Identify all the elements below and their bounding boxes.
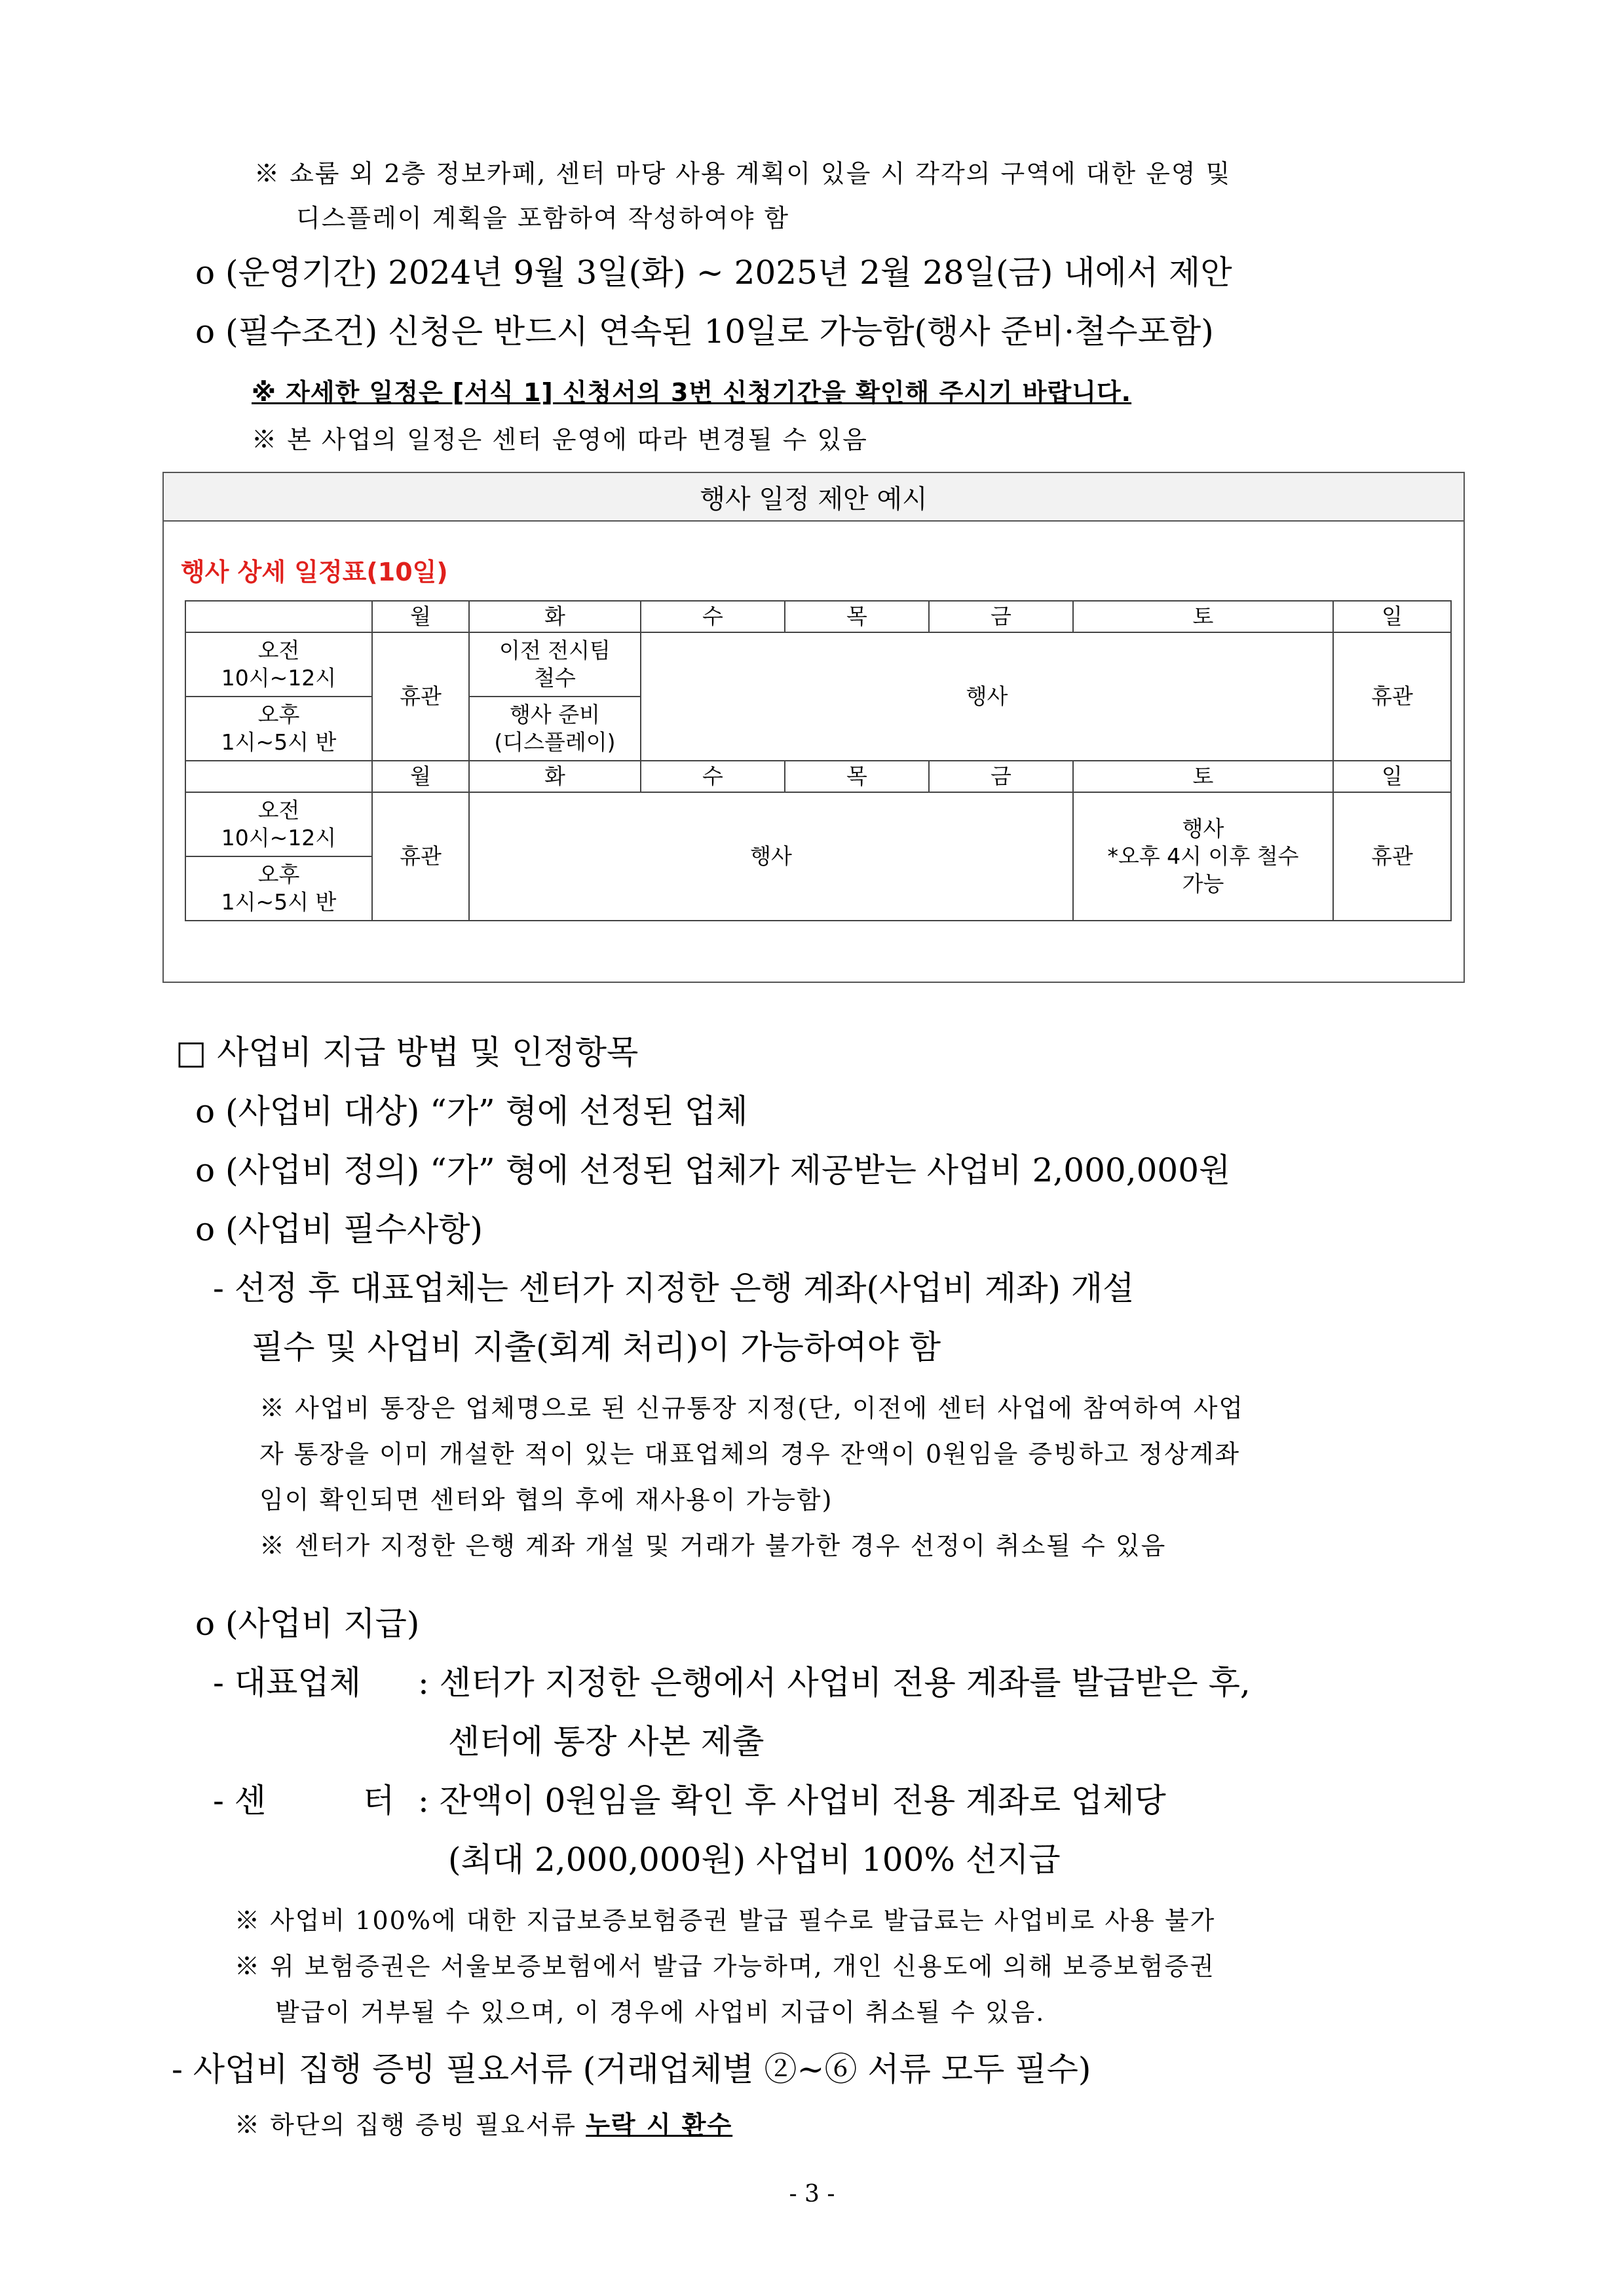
pm-slot: 오후 1시~5시 반 bbox=[185, 697, 372, 761]
day-sun: 일 bbox=[1333, 601, 1451, 632]
note-cancel: ※ 센터가 지정한 은행 계좌 개설 및 거래가 불가한 경우 선정이 취소될 수 있음 bbox=[259, 1531, 1167, 1560]
day-thu: 목 bbox=[785, 601, 929, 632]
docs-required: - 사업비 집행 증빙 필요서류 (거래업체별 ②~⑥ 서류 모두 필수) bbox=[172, 2050, 1091, 2088]
schedule-detail-subtitle: 행사 상세 일정표(10일) bbox=[181, 558, 448, 586]
note-docs-emphasis: 누락 시 환수 bbox=[586, 2111, 733, 2139]
day-tue: 화 bbox=[469, 601, 641, 632]
required-condition-line: o (필수조건) 신청은 반드시 연속된 10일로 가능함(행사 준비·철수포함) bbox=[195, 313, 1214, 351]
week2-mon-closed: 휴관 bbox=[372, 792, 469, 921]
note-bond-line2: 발급이 거부될 수 있으며, 이 경우에 사업비 지급이 취소될 수 있음. bbox=[275, 1998, 1046, 2027]
note-showroom-line1: ※ 쇼룸 외 2층 정보카페, 센터 마당 사용 계획이 있을 시 각각의 구역에 대한 운영 및 bbox=[254, 159, 1232, 188]
page-number: - 3 - bbox=[789, 2181, 835, 2208]
note-showroom-line2: 디스플레이 계획을 포함하여 작성하여야 함 bbox=[296, 204, 790, 233]
payment-center-line2: (최대 2,000,000원) 사업비 100% 선지급 bbox=[448, 1841, 1061, 1879]
week1-header-row bbox=[185, 601, 1451, 632]
schedule-example-title: 행사 일정 제안 예시 bbox=[164, 473, 1463, 522]
week2-sat-event: 행사 *오후 4시 이후 철수 가능 bbox=[1073, 792, 1333, 921]
week2-header-row bbox=[185, 761, 1451, 792]
payment-rep-label: - 대표업체 bbox=[213, 1664, 361, 1702]
pm-slot: 오후 1시~5시 반 bbox=[185, 856, 372, 921]
note-account-line2: 자 통장을 이미 개설한 적이 있는 대표업체의 경우 잔액이 0원임을 증빙하고 정상계좌 bbox=[259, 1440, 1241, 1468]
am-slot: 오전 10시~12시 bbox=[185, 632, 372, 697]
week1-tue-pm: 행사 준비 (디스플레이) bbox=[469, 697, 641, 761]
payment-title: o (사업비 지급) bbox=[195, 1605, 420, 1643]
period-line: o (운영기간) 2024년 9월 3일(화) ~ 2025년 2월 28일(금) 내에서 제안 bbox=[195, 254, 1232, 292]
schedule-table bbox=[185, 600, 1452, 921]
week1-sun-closed: 휴관 bbox=[1333, 632, 1451, 761]
note-bond-line1: ※ 위 보험증권은 서울보증보험에서 발급 가능하며, 개인 신용도에 의해 보증보험증권 bbox=[235, 1952, 1215, 1981]
budget-definition: o (사업비 정의) “가” 형에 선정된 업체가 제공받는 사업비 2,000,000원 bbox=[195, 1151, 1231, 1189]
day-thu: 목 bbox=[785, 761, 929, 792]
day-wed: 수 bbox=[641, 601, 785, 632]
day-mon: 월 bbox=[372, 761, 469, 792]
week1-mon-closed: 휴관 bbox=[372, 632, 469, 761]
payment-rep-line2: 센터에 통장 사본 제출 bbox=[448, 1723, 765, 1761]
budget-target: o (사업비 대상) “가” 형에 선정된 업체 bbox=[195, 1092, 748, 1130]
week2-event: 행사 bbox=[469, 792, 1073, 921]
note-insurance: ※ 사업비 100%에 대한 지급보증보험증권 발급 필수로 발급료는 사업비로 사용 불가 bbox=[235, 1906, 1216, 1935]
payment-center-label-end: 터 bbox=[363, 1782, 395, 1820]
am-slot: 오전 10시~12시 bbox=[185, 792, 372, 856]
week1-am-row bbox=[185, 632, 1451, 697]
day-tue: 화 bbox=[469, 761, 641, 792]
budget-required-line2: 필수 및 사업비 지출(회계 처리)이 가능하여야 함 bbox=[252, 1328, 941, 1366]
budget-required-line1: - 선정 후 대표업체는 센터가 지정한 은행 계좌(사업비 계좌) 개설 bbox=[213, 1269, 1135, 1307]
schedule-example-box bbox=[162, 472, 1465, 983]
note-schedule-change: ※ 본 사업의 일정은 센터 운영에 따라 변경될 수 있음 bbox=[252, 425, 868, 454]
day-fri: 금 bbox=[929, 601, 1073, 632]
payment-center-line1: : 잔액이 0원임을 확인 후 사업비 전용 계좌로 업체당 bbox=[418, 1782, 1166, 1820]
week2-sun-closed: 휴관 bbox=[1333, 792, 1451, 921]
note-account-line3: 임이 확인되면 센터와 협의 후에 재사용이 가능함) bbox=[259, 1485, 833, 1514]
note-account-line1: ※ 사업비 통장은 업체명으로 된 신규통장 지정(단, 이전에 센터 사업에 참여하여 사업 bbox=[259, 1394, 1245, 1423]
day-sat: 토 bbox=[1073, 761, 1333, 792]
note-docs: ※ 하단의 집행 증빙 필요서류 누락 시 환수 bbox=[235, 2111, 733, 2139]
payment-center-label: - 센 bbox=[213, 1782, 267, 1820]
day-mon: 월 bbox=[372, 601, 469, 632]
week2-am-row bbox=[185, 792, 1451, 856]
section-heading: □ 사업비 지급 방법 및 인정항목 bbox=[176, 1033, 639, 1071]
budget-required-title: o (사업비 필수사항) bbox=[195, 1210, 483, 1248]
day-wed: 수 bbox=[641, 761, 785, 792]
day-sat: 토 bbox=[1073, 601, 1333, 632]
note-detail-schedule: ※ 자세한 일정은 [서식 1] 신청서의 3번 신청기간을 확인해 주시기 바랍니다. bbox=[252, 378, 1132, 407]
day-sun: 일 bbox=[1333, 761, 1451, 792]
week1-event: 행사 bbox=[641, 632, 1333, 761]
payment-rep-line1: : 센터가 지정한 은행에서 사업비 전용 계좌를 발급받은 후, bbox=[418, 1664, 1251, 1702]
day-fri: 금 bbox=[929, 761, 1073, 792]
week1-tue-am: 이전 전시팀 철수 bbox=[469, 632, 641, 697]
